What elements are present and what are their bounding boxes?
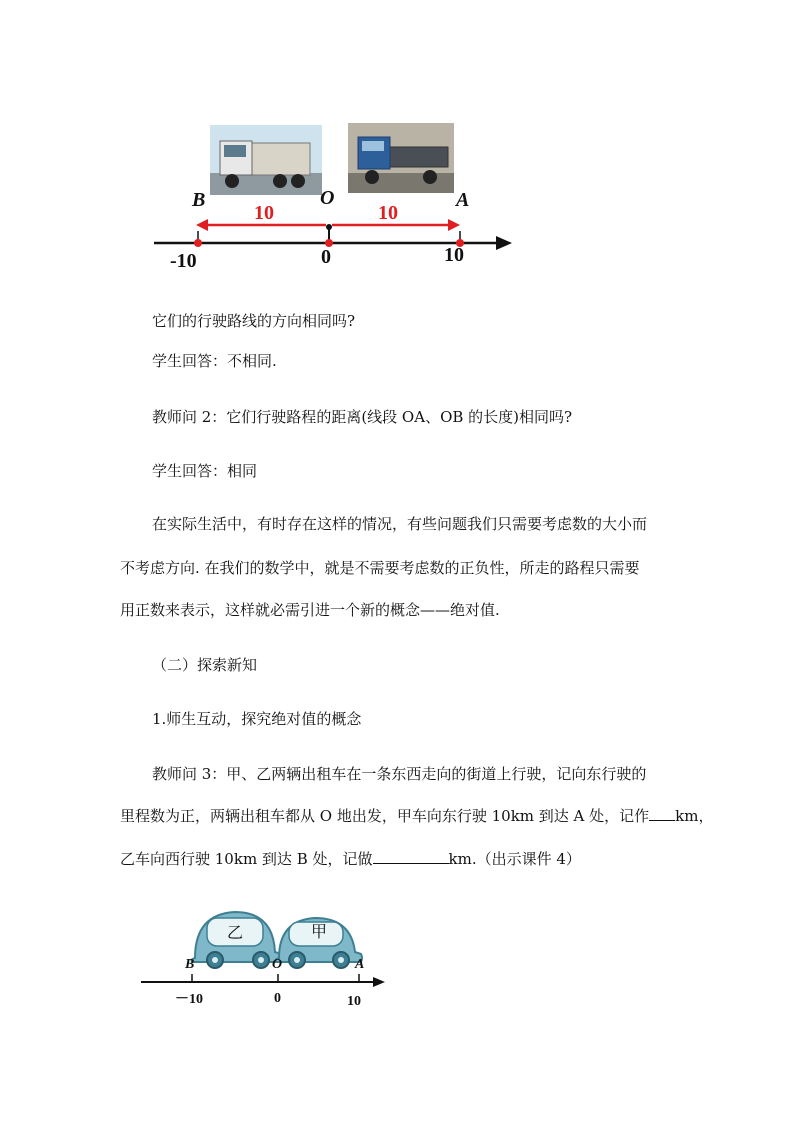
question-1: 它们的行驶路线的方向相同吗? — [152, 312, 356, 330]
student-answer-2: 学生回答：相同 — [152, 462, 258, 480]
point-o-label: O — [320, 187, 335, 209]
text-segment: km， — [675, 807, 714, 825]
answer-blank-b — [373, 849, 449, 864]
tick-neg-10: －10 — [175, 992, 203, 1007]
subsection-heading: 1.师生互动，探究绝对值的概念 — [152, 710, 362, 728]
axis-arrowhead — [373, 977, 385, 987]
number-line-figure-cars — [135, 900, 395, 1015]
teacher-question-2: 教师问 2：它们行驶路程的距离(线段 OA、OB 的长度)相同吗? — [152, 408, 573, 426]
section-heading: （二）探索新知 — [152, 656, 258, 674]
text-segment: km.（出示课件 4） — [448, 850, 581, 868]
answer-blank-a — [649, 806, 675, 821]
car-yi-label: 乙 — [227, 925, 244, 942]
tick-10: 10 — [444, 244, 464, 266]
point-o-label: O — [272, 957, 283, 972]
tick-10: 10 — [347, 994, 361, 1009]
point-b-dot — [194, 239, 202, 247]
tick-neg-10: -10 — [170, 250, 197, 272]
point-b-label: B — [185, 957, 195, 972]
text-segment: 乙车向西行驶 10km 到达 B 处，记做 — [120, 850, 373, 868]
paragraph-line-with-blank — [120, 849, 680, 869]
dump-truck-image — [210, 125, 322, 195]
point-a-label: A — [355, 957, 365, 972]
blue-truck-image — [348, 123, 454, 193]
paragraph-line-with-blank — [120, 806, 714, 826]
paragraph-line: 不考虑方向. 在我们的数学中，就是不需要考虑数的正负性，所走的路程只需要 — [120, 559, 640, 577]
student-answer-1: 学生回答：不相同. — [152, 352, 277, 370]
tick-0: 0 — [321, 246, 331, 268]
paragraph-line: 在实际生活中，有时存在这样的情况，有些问题我们只需要考虑数的大小而 — [152, 515, 648, 533]
car-jia-label: 甲 — [311, 924, 328, 941]
number-line-figure-trucks — [140, 115, 530, 275]
paragraph-line: 用正数来表示，这样就必需引进一个新的概念——绝对值. — [120, 601, 500, 619]
point-b-label: B — [192, 189, 206, 211]
tick-0: 0 — [274, 991, 281, 1006]
point-a-label: A — [456, 189, 470, 211]
text-segment: 里程数为正，两辆出租车都从 O 地出发，甲车向东行驶 10km 到达 A 处，记作 — [120, 807, 650, 825]
teacher-question-3: 教师问 3：甲、乙两辆出租车在一条东西走向的街道上行驶，记向东行驶的 — [152, 765, 647, 783]
distance-right-label: 10 — [378, 202, 398, 224]
axis-arrowhead — [496, 236, 512, 250]
distance-left-label: 10 — [254, 202, 274, 224]
